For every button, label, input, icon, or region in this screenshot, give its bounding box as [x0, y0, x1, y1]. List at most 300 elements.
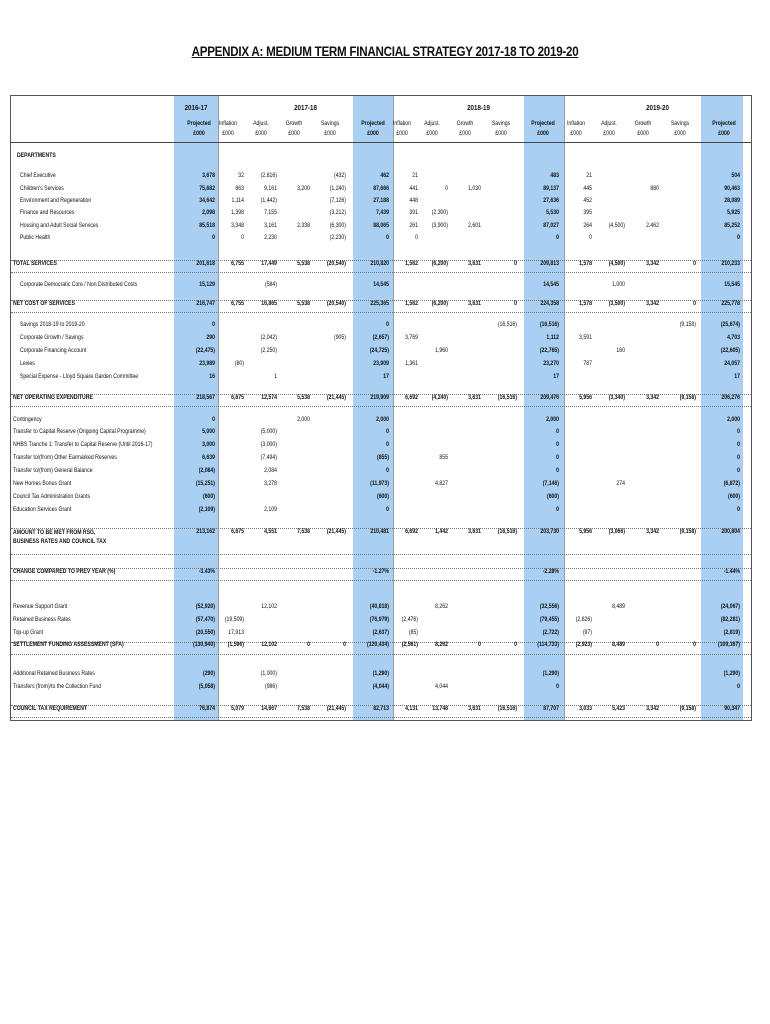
table-cell: 4,827 — [435, 480, 448, 487]
table-cell: 0 — [514, 260, 517, 267]
table-cell: (2,722) — [542, 629, 559, 636]
table-cell: 0 — [307, 641, 310, 648]
table-cell: (2,230) — [329, 234, 346, 241]
table-cell: (79,455) — [539, 616, 559, 623]
table-cell: 0 — [241, 234, 244, 241]
table-cell: (2,561) — [401, 641, 418, 648]
table-cell: (600) — [376, 493, 389, 500]
row-label: Additional Retained Business Rates — [13, 670, 95, 677]
table-cell: 17,449 — [261, 260, 277, 267]
table-cell: -2.28% — [542, 568, 559, 575]
table-cell: 5,423 — [612, 705, 625, 712]
table-cell: (290) — [202, 670, 215, 677]
table-cell: (22,475) — [195, 347, 215, 354]
row-label: New Homes Bonus Grant — [13, 480, 72, 487]
table-cell: 290 — [206, 334, 215, 341]
row-label: NET OPERATING EXPENDITURE — [13, 394, 93, 401]
table-cell: 6,639 — [202, 454, 215, 461]
table-cell: 1,578 — [579, 260, 592, 267]
table-cell: 0 — [556, 234, 559, 241]
row-label: Transfer to/(from) Other Earmarked Reserves — [13, 454, 117, 461]
table-cell: (16,516) — [539, 321, 559, 328]
table-cell: 6,755 — [231, 260, 244, 267]
table-cell: 1,562 — [405, 300, 418, 307]
table-cell: (3,066) — [608, 528, 625, 535]
table-cell: 87,027 — [543, 222, 559, 229]
table-cell: (600) — [546, 493, 559, 500]
row-label: Children's Services — [20, 185, 64, 192]
table-cell: (130,940) — [192, 641, 215, 648]
column-header: Savings £000 — [491, 120, 511, 137]
table-cell: 0 — [556, 683, 559, 690]
table-cell: 0 — [693, 300, 696, 307]
table-cell: (2,819) — [723, 629, 740, 636]
table-cell: (9,158) — [679, 321, 696, 328]
row-label: NHBS Tranche 1: Transfer to Capital Reserve (Until 2016-17) — [13, 441, 153, 448]
row-label: Retained Business Rates — [13, 616, 71, 623]
table-cell: (20,550) — [195, 629, 215, 636]
row-label: Levies — [20, 360, 35, 367]
table-cell: 8,489 — [612, 603, 625, 610]
row-label: Corporate Growth / Savings — [20, 334, 84, 341]
table-cell: 8,262 — [435, 603, 448, 610]
table-cell: (22,605) — [720, 347, 740, 354]
table-cell: (1,442) — [260, 197, 277, 204]
table-cell: (25,674) — [720, 321, 740, 328]
table-cell: (3,000) — [260, 441, 277, 448]
table-cell: 462 — [380, 172, 389, 179]
table-cell: (2,657) — [372, 334, 389, 341]
table-cell: 82,713 — [373, 705, 389, 712]
table-cell: (9,158) — [679, 705, 696, 712]
table-cell: 13,748 — [432, 705, 448, 712]
table-cell: 1,442 — [435, 528, 448, 535]
table-cell: -3.43% — [198, 568, 215, 575]
row-label: Public Health — [20, 234, 51, 241]
table-cell: 3,200 — [297, 185, 310, 192]
table-cell: (16,516) — [497, 321, 517, 328]
table-cell: 21 — [586, 172, 592, 179]
table-cell: 23,989 — [199, 360, 215, 367]
table-cell: 34,642 — [199, 197, 215, 204]
table-cell: 3,591 — [579, 334, 592, 341]
row-label: Corporate Democratic Core / Non Distributed Costs — [20, 281, 138, 288]
table-cell: 2,084 — [264, 467, 277, 474]
table-cell: 3,000 — [202, 441, 215, 448]
column-header: Projected £000 — [187, 120, 211, 137]
table-cell: (24,725) — [369, 347, 389, 354]
table-cell: 5,956 — [579, 394, 592, 401]
column-header: Adjust. £000 — [601, 120, 617, 137]
table-cell: 0 — [212, 416, 215, 423]
table-cell: (855) — [376, 454, 389, 461]
table-cell: (2,084) — [198, 467, 215, 474]
table-cell: (432) — [333, 172, 346, 179]
table-cell: 90,463 — [724, 185, 740, 192]
table-cell: (21,445) — [326, 705, 346, 712]
table-cell: (32,556) — [539, 603, 559, 610]
table-cell: 0 — [514, 300, 517, 307]
page-title: APPENDIX A: MEDIUM TERM FINANCIAL STRATEGY 2017-18 TO 2019-20 — [191, 44, 579, 59]
column-header: Savings £000 — [320, 120, 340, 137]
table-cell: 14,667 — [261, 705, 277, 712]
table-cell: 3,342 — [646, 300, 659, 307]
table-cell: 17,913 — [228, 629, 244, 636]
table-cell: (600) — [202, 493, 215, 500]
table-cell: (85) — [408, 629, 418, 636]
table-cell: 27,188 — [373, 197, 389, 204]
table-cell: 2,000 — [727, 416, 740, 423]
row-label: Transfers (from)/to the Collection Fund — [13, 683, 102, 690]
table-cell: 391 — [409, 209, 418, 216]
year-header: 2017-18 — [294, 103, 317, 112]
table-cell: (4,044) — [372, 683, 389, 690]
table-cell: 8,262 — [435, 641, 448, 648]
table-cell: (15,251) — [195, 480, 215, 487]
column-header: Adjust. £000 — [253, 120, 269, 137]
table-cell: 21 — [412, 172, 418, 179]
table-cell: 210,820 — [370, 260, 389, 267]
table-cell: 5,530 — [546, 209, 559, 216]
table-cell: 787 — [583, 360, 592, 367]
table-cell: (1,290) — [542, 670, 559, 677]
row-label: Finance and Resources — [20, 209, 75, 216]
table-cell: 0 — [386, 441, 389, 448]
table-cell: 441 — [409, 185, 418, 192]
table-cell: 219,909 — [370, 394, 389, 401]
table-cell: 203,730 — [540, 528, 559, 535]
table-cell: 483 — [550, 172, 559, 179]
table-cell: 218,567 — [196, 394, 215, 401]
row-label: Special Expense - Lloyd Square Garden Committee — [20, 373, 139, 380]
row-rule — [11, 717, 751, 718]
table-cell: (1,596) — [227, 641, 244, 648]
table-cell: (7,146) — [542, 480, 559, 487]
table-cell: 2,000 — [376, 416, 389, 423]
table-cell: 0 — [556, 428, 559, 435]
table-cell: 23,270 — [543, 360, 559, 367]
row-label: Top-up Grant — [13, 629, 44, 636]
table-cell: 1,114 — [231, 197, 244, 204]
table-cell: 3,631 — [468, 528, 481, 535]
table-cell: 3,342 — [646, 705, 659, 712]
table-cell: (82,281) — [720, 616, 740, 623]
table-cell: 3,161 — [264, 222, 277, 229]
row-rule — [11, 580, 751, 581]
table-cell: 89,137 — [543, 185, 559, 192]
table-cell: 264 — [583, 222, 592, 229]
table-cell: 224,358 — [540, 300, 559, 307]
table-cell: 17 — [383, 373, 389, 380]
table-cell: 0 — [737, 683, 740, 690]
table-cell: 12,102 — [261, 603, 277, 610]
row-label: AMOUNT TO BE MET FROM RSG, BUSINESS RATES AND COUNCIL TAX — [13, 529, 107, 545]
table-cell: (97) — [582, 629, 592, 636]
column-header: Adjust. £000 — [424, 120, 440, 137]
table-cell: 14,545 — [543, 281, 559, 288]
table-cell: (6,300) — [329, 222, 346, 229]
table-cell: 0 — [556, 467, 559, 474]
table-cell: 0 — [386, 234, 389, 241]
table-cell: (2,476) — [401, 616, 418, 623]
table-cell: (2,816) — [260, 172, 277, 179]
table-cell: (6,200) — [431, 260, 448, 267]
table-cell: 6,692 — [405, 528, 418, 535]
table-cell: 7,155 — [264, 209, 277, 216]
table-cell: (120,434) — [366, 641, 389, 648]
row-label: DEPARTMENTS — [17, 152, 56, 159]
table-cell: 160 — [616, 347, 625, 354]
table-cell: 445 — [583, 185, 592, 192]
table-cell: 0 — [386, 467, 389, 474]
table-cell: 1,960 — [435, 347, 448, 354]
table-cell: 6,675 — [231, 394, 244, 401]
table-cell: (9,158) — [679, 394, 696, 401]
column-header: Growth £000 — [285, 120, 303, 137]
table-cell: 1,112 — [546, 334, 559, 341]
table-cell: 209,476 — [540, 394, 559, 401]
table-cell: 15,545 — [724, 281, 740, 288]
table-cell: 1,398 — [231, 209, 244, 216]
table-cell: (3,340) — [608, 394, 625, 401]
column-header: Growth £000 — [634, 120, 652, 137]
table-cell: (3,212) — [329, 209, 346, 216]
table-cell: 3,342 — [646, 528, 659, 535]
table-cell: 201,618 — [196, 260, 215, 267]
table-cell: 14,545 — [373, 281, 389, 288]
row-label: Environment and Regeneration — [20, 197, 92, 204]
table-cell: 3,342 — [646, 260, 659, 267]
table-cell: (7,494) — [260, 454, 277, 461]
table-cell: 5,079 — [231, 705, 244, 712]
table-cell: 448 — [409, 197, 418, 204]
table-cell: 0 — [693, 641, 696, 648]
table-cell: (9,158) — [679, 528, 696, 535]
table-cell: (3,500) — [608, 300, 625, 307]
table-cell: 0 — [386, 506, 389, 513]
table-cell: (1,240) — [329, 185, 346, 192]
table-cell: 0 — [212, 321, 215, 328]
table-cell: 0 — [386, 321, 389, 328]
table-cell: 0 — [514, 641, 517, 648]
row-label: SETTLEMENT FUNDING ASSESSMENT (SFA) — [13, 641, 124, 648]
column-header: Growth £000 — [456, 120, 474, 137]
table-cell: (7,126) — [329, 197, 346, 204]
table-cell: (21,445) — [326, 528, 346, 535]
row-rule — [11, 554, 751, 555]
table-cell: 3,631 — [468, 260, 481, 267]
table-cell: -1.44% — [723, 568, 740, 575]
table-cell: 12,102 — [261, 641, 277, 648]
table-cell: 3,348 — [231, 222, 244, 229]
table-cell: 0 — [212, 234, 215, 241]
year-header: 2018-19 — [467, 103, 490, 112]
table-cell: 4,131 — [405, 705, 418, 712]
table-cell: 88,065 — [373, 222, 389, 229]
row-label: Transfer to/(from) General Balance — [13, 467, 93, 474]
table-cell: 274 — [616, 480, 625, 487]
row-rule — [11, 142, 751, 143]
table-cell: 452 — [583, 197, 592, 204]
table-cell: (24,067) — [720, 603, 740, 610]
table-cell: 2,109 — [264, 506, 277, 513]
table-cell: 0 — [343, 641, 346, 648]
row-label: Transfer to Capital Reserve (Ongoing Capital Programme) — [13, 428, 146, 435]
table-cell: 17 — [734, 373, 740, 380]
table-cell: (16,516) — [497, 394, 517, 401]
table-cell: 3,631 — [468, 394, 481, 401]
table-cell: 23,909 — [373, 360, 389, 367]
table-cell: 6,692 — [405, 394, 418, 401]
table-cell: (986) — [264, 683, 277, 690]
table-cell: (5,058) — [198, 683, 215, 690]
table-cell: 3,342 — [646, 394, 659, 401]
row-label: Council Tax Administration Grants — [13, 493, 91, 500]
table-cell: 863 — [235, 185, 244, 192]
table-cell: 1,030 — [468, 185, 481, 192]
table-cell: 2,601 — [468, 222, 481, 229]
table-cell: 2,000 — [297, 416, 310, 423]
column-header: Savings £000 — [670, 120, 690, 137]
table-cell: 2,098 — [202, 209, 215, 216]
table-cell: 3,033 — [579, 705, 592, 712]
table-cell: 6,755 — [231, 300, 244, 307]
table-cell: 216,747 — [196, 300, 215, 307]
table-cell: (1,000) — [260, 670, 277, 677]
table-cell: 16 — [209, 373, 215, 380]
table-cell: (2,109) — [198, 506, 215, 513]
row-rule — [11, 406, 751, 407]
table-cell: (20,540) — [326, 260, 346, 267]
table-cell: 85,252 — [724, 222, 740, 229]
row-rule — [11, 654, 751, 655]
table-cell: 3,631 — [468, 705, 481, 712]
row-label: COUNCIL TAX REQUIREMENT — [13, 705, 88, 712]
table-cell: (1,290) — [723, 670, 740, 677]
table-cell: 5,538 — [297, 260, 310, 267]
table-cell: 8,489 — [612, 641, 625, 648]
table-cell: 0 — [693, 260, 696, 267]
table-cell: 2,462 — [646, 222, 659, 229]
table-cell: 5,925 — [727, 209, 740, 216]
table-cell: 213,162 — [196, 528, 215, 535]
table-cell: (11,973) — [370, 480, 389, 487]
table-cell: 12,574 — [261, 394, 277, 401]
table-cell: 200,804 — [721, 528, 740, 535]
row-label: TOTAL SERVICES — [13, 260, 57, 267]
table-cell: (4,240) — [431, 394, 448, 401]
table-cell: 855 — [439, 454, 448, 461]
table-cell: (16,516) — [497, 705, 517, 712]
table-cell: 17 — [553, 373, 559, 380]
table-cell: 5,956 — [579, 528, 592, 535]
table-cell: 4,703 — [727, 334, 740, 341]
table-cell: (16,516) — [497, 528, 517, 535]
table-cell: (20,540) — [326, 300, 346, 307]
table-cell: 2,338 — [297, 222, 310, 229]
table-cell: 206,276 — [721, 394, 740, 401]
table-cell: 1,361 — [405, 360, 418, 367]
table-cell: 1,000 — [612, 281, 625, 288]
table-cell: 85,518 — [199, 222, 215, 229]
column-header: Inflation £000 — [392, 120, 412, 137]
table-cell: (6,200) — [431, 300, 448, 307]
column-header: Projected £000 — [712, 120, 736, 137]
table-cell: (114,733) — [537, 641, 559, 648]
table-cell: 880 — [650, 185, 659, 192]
table-cell: (109,167) — [717, 641, 740, 648]
table-cell: 75,682 — [199, 185, 215, 192]
table-cell: 5,000 — [202, 428, 215, 435]
table-cell: (4,500) — [608, 260, 625, 267]
table-cell: 0 — [478, 641, 481, 648]
table-cell: 24,057 — [724, 360, 740, 367]
table-cell: (6,872) — [723, 480, 740, 487]
table-cell: 9,161 — [264, 185, 277, 192]
table-cell: 0 — [556, 506, 559, 513]
table-cell: (19,509) — [224, 616, 244, 623]
table-cell: (2,042) — [260, 334, 277, 341]
table-cell: 0 — [737, 467, 740, 474]
table-cell: 3,278 — [264, 480, 277, 487]
table-cell: (52,920) — [195, 603, 215, 610]
table-cell: 7,538 — [297, 705, 310, 712]
table-cell: 90,347 — [724, 705, 740, 712]
row-label: Corporate Financing Account — [20, 347, 87, 354]
table-cell: (1,290) — [372, 670, 389, 677]
row-label: CHANGE COMPARED TO PREV YEAR (%) — [13, 568, 116, 575]
table-cell: (584) — [264, 281, 277, 288]
year-header: 2016-17 — [184, 103, 208, 112]
table-cell: (57,470) — [195, 616, 215, 623]
table-cell: 3,631 — [468, 300, 481, 307]
table-cell: 5,538 — [297, 300, 310, 307]
table-cell: 1,578 — [579, 300, 592, 307]
table-cell: 261 — [409, 222, 418, 229]
table-cell: (3,900) — [431, 222, 448, 229]
row-label: Revenue Support Grant — [13, 603, 68, 610]
table-cell: 0 — [737, 234, 740, 241]
column-header: Inflation £000 — [218, 120, 238, 137]
table-cell: (5,000) — [260, 428, 277, 435]
table-cell: 210,481 — [370, 528, 389, 535]
table-cell: (600) — [727, 493, 740, 500]
table-cell: -1.27% — [372, 568, 389, 575]
table-cell: (2,923) — [575, 641, 592, 648]
table-cell: 0 — [737, 441, 740, 448]
table-cell: 16,865 — [261, 300, 277, 307]
row-label: NET COST OF SERVICES — [13, 300, 75, 307]
table-cell: 0 — [737, 428, 740, 435]
table-cell: (40,818) — [369, 603, 389, 610]
table-cell: 504 — [731, 172, 740, 179]
table-cell: 0 — [737, 454, 740, 461]
table-cell: 32 — [238, 172, 244, 179]
mtfs-table — [10, 95, 752, 721]
table-cell: 3,769 — [405, 334, 418, 341]
table-cell: 5,538 — [297, 394, 310, 401]
table-cell: (2,300) — [431, 209, 448, 216]
column-header: Projected £000 — [531, 120, 555, 137]
table-cell: (2,250) — [260, 347, 277, 354]
table-cell: 7,439 — [376, 209, 389, 216]
table-cell: 4,551 — [264, 528, 277, 535]
year-header: 2019-20 — [646, 103, 669, 112]
table-cell: 3,678 — [202, 172, 215, 179]
table-cell: 15,129 — [199, 281, 215, 288]
table-cell: 1 — [274, 373, 277, 380]
table-cell: 6,675 — [231, 528, 244, 535]
